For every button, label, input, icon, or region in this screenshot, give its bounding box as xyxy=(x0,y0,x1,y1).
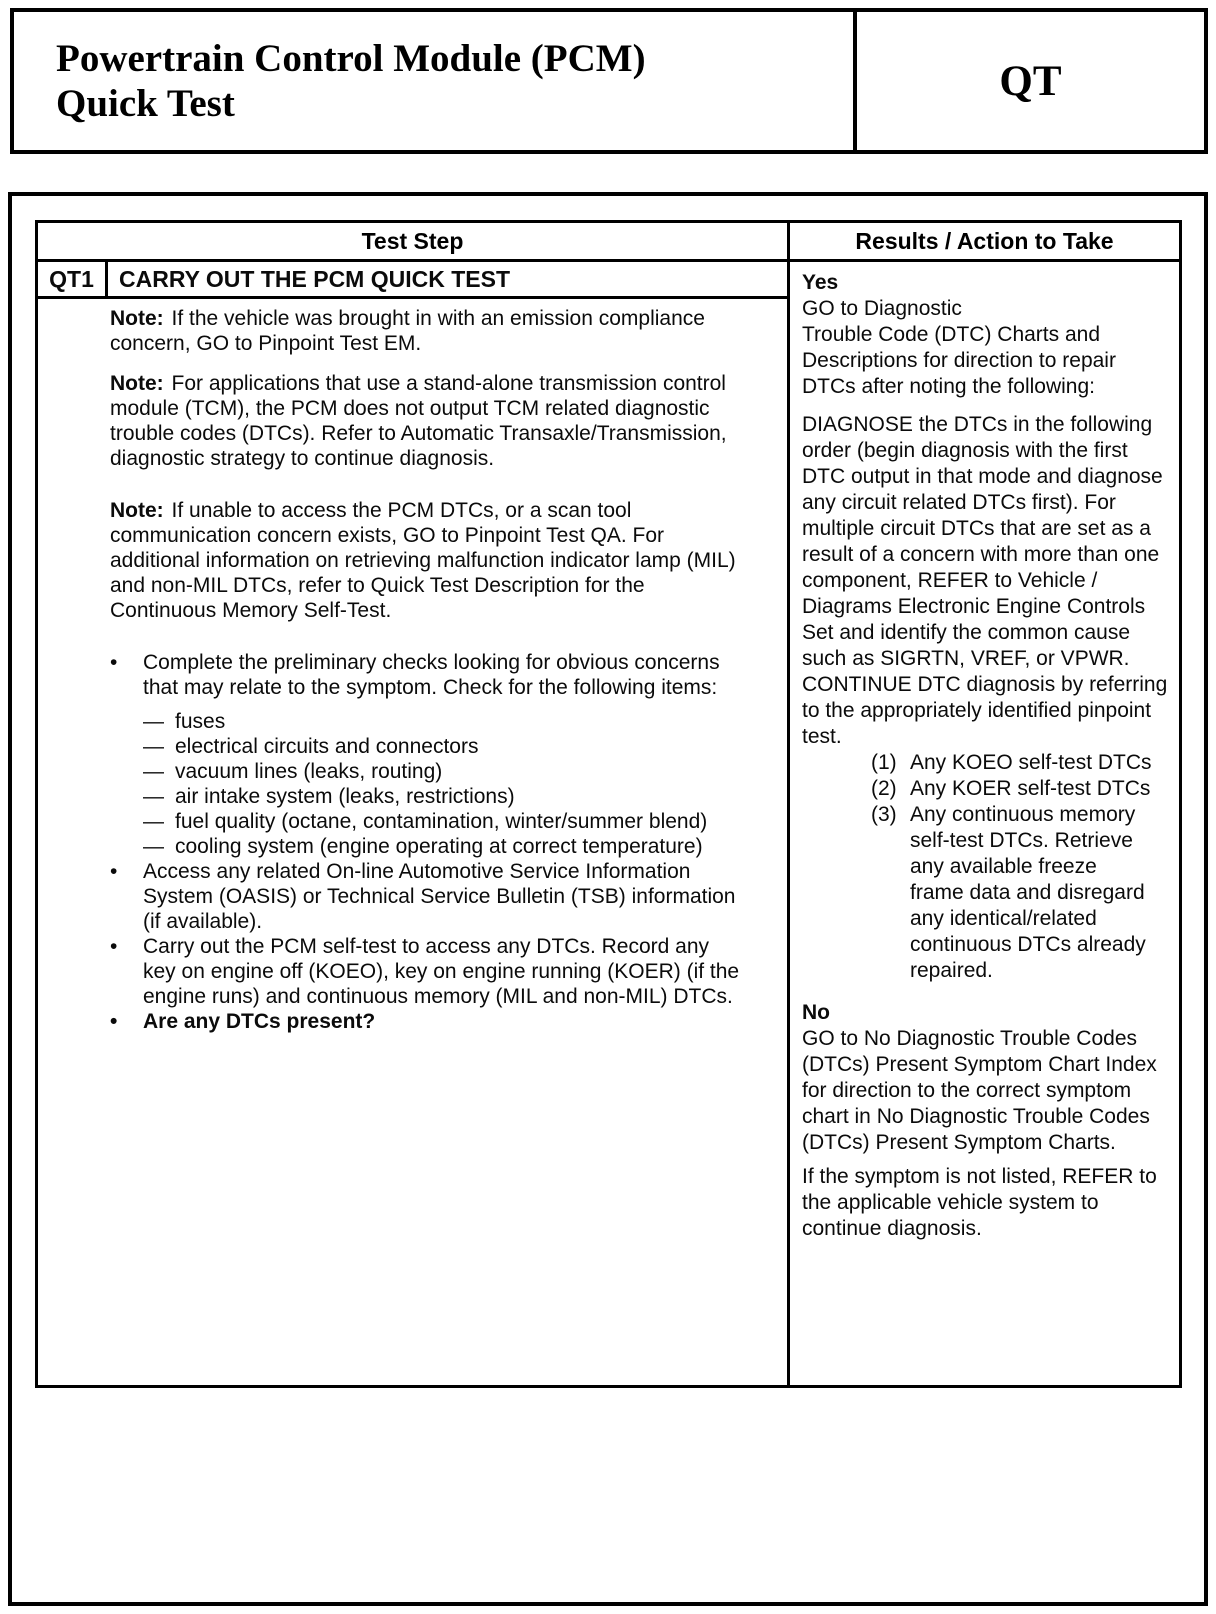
no-paragraph-1: GO to No Diagnostic Trouble Codes (DTCs) Present Symptom Chart Index for direction to the correct symptom chart in No Diagnostic Trouble Codes (DTCs) Present Symptom Charts. xyxy=(802,1027,1157,1154)
dash-icon: — xyxy=(143,835,164,858)
bullet-icon: • xyxy=(110,1010,118,1033)
note-label: Note: xyxy=(110,372,164,395)
check-item xyxy=(143,834,747,859)
bullet-text: Complete the preliminary checks looking for obvious concerns that may relate to the symptom. Check for the following items: xyxy=(143,651,720,699)
note-label: Note: xyxy=(110,307,164,330)
check-item-text: fuses xyxy=(175,710,226,733)
column-header-test-step: Test Step xyxy=(38,223,790,259)
numbered-item xyxy=(871,802,1173,984)
yes-paragraph-2: DIAGNOSE the DTCs in the following order (begin diagnosis with the first DTC output in that mode and diagnose any circuit related DTCs first). For multiple circuit DTCs that are set as a result of a concern with more than one component, REFER to Vehicle / Diagrams Electronic Engine Controls Set and identify the common cause such as SIGRTN, VREF, or VPWR. CONTINUE DTC diagnosis by referring to the appropriately identified pinpoint test. xyxy=(802,413,1168,748)
bullet-item-preliminary xyxy=(110,650,747,700)
step-title-row xyxy=(38,262,787,299)
check-item-text: electrical circuits and connectors xyxy=(175,735,479,758)
bullet-item-question xyxy=(110,1009,747,1034)
note-text: For applications that use a stand-alone transmission control module (TCM), the PCM does not output TCM related diagnostic trouble codes (DTCs). Refer to Automatic Transaxle/Transmission, diagnostic strategy to continue diagnosis. xyxy=(110,372,727,470)
dash-icon: — xyxy=(143,810,164,833)
check-item xyxy=(143,784,747,809)
dash-icon: — xyxy=(143,735,164,758)
note-text: If unable to access the PCM DTCs, or a scan tool communication concern exists, GO to Pinpoint Test QA. For additional information on retrieving malfunction indicator lamp (MIL) and non-MIL DTCs, refer to Quick Test Description for the Continuous Memory Self-Test. xyxy=(110,499,736,622)
note-scan-tool xyxy=(110,498,747,623)
check-item-text: fuel quality (octane, contamination, winter/summer blend) xyxy=(175,810,708,833)
header-code-cell xyxy=(853,12,1204,150)
bullet-text: Access any related On-line Automotive Service Information System (OASIS) or Technical Service Bulletin (TSB) information (if available). xyxy=(143,860,736,933)
step-instructions xyxy=(38,299,787,1385)
dash-icon: — xyxy=(143,710,164,733)
note-text: If the vehicle was brought in with an emission compliance concern, GO to Pinpoint Test EM. xyxy=(110,307,705,355)
check-item xyxy=(143,734,747,759)
check-item-text: air intake system (leaks, restrictions) xyxy=(175,785,515,808)
check-item xyxy=(143,759,747,784)
no-paragraph-2: If the symptom is not listed, REFER to the applicable vehicle system to continue diagnosis. xyxy=(802,1165,1157,1240)
page-title-line2: Quick Test xyxy=(56,82,235,125)
step-id: QT1 xyxy=(38,262,108,296)
number-label: (1) xyxy=(871,751,897,774)
number-label: (3) xyxy=(871,803,897,826)
numbered-item-text: Any continuous memory self-test DTCs. Retrieve any available freeze frame data and disregard any identical/related continuous DTCs already repaired. xyxy=(910,803,1146,982)
results-column xyxy=(790,262,1179,1385)
page-title xyxy=(56,36,853,126)
note-emission xyxy=(110,306,747,356)
bullet-item-self-test xyxy=(110,934,747,1009)
no-label: No xyxy=(802,1001,830,1024)
check-item xyxy=(143,709,747,734)
test-step-column xyxy=(38,262,790,1385)
number-label: (2) xyxy=(871,777,897,800)
table-header-row xyxy=(38,223,1179,262)
bullet-text: Carry out the PCM self-test to access any DTCs. Record any key on engine off (KOEO), key on engine running (KOER) (if the engine runs) and continuous memory (MIL and non-MIL) DTCs. xyxy=(143,935,740,1008)
yes-label: Yes xyxy=(802,271,839,294)
yes-paragraph-1: Trouble Code (DTC) Charts and Descriptions for direction to repair DTCs after noting the following: xyxy=(802,323,1116,398)
dash-icon: — xyxy=(143,760,164,783)
page-title-line1: Powertrain Control Module (PCM) xyxy=(56,37,646,80)
check-item xyxy=(143,809,747,834)
check-item-text: cooling system (engine operating at correct temperature) xyxy=(175,835,703,858)
note-tcm xyxy=(110,371,747,471)
check-item-text: vacuum lines (leaks, routing) xyxy=(175,760,443,783)
quick-test-table xyxy=(35,220,1182,1388)
note-label: Note: xyxy=(110,499,164,522)
header-title-cell xyxy=(14,12,853,150)
bullet-icon: • xyxy=(110,651,118,674)
numbered-item xyxy=(871,776,1173,802)
section-code: QT xyxy=(999,57,1062,105)
bullet-icon: • xyxy=(110,935,118,958)
numbered-item xyxy=(871,750,1173,776)
bullet-icon: • xyxy=(110,860,118,883)
numbered-item-text: Any KOER self-test DTCs xyxy=(910,777,1151,800)
step-title: CARRY OUT THE PCM QUICK TEST xyxy=(119,266,511,292)
bullet-question-text: Are any DTCs present? xyxy=(143,1010,376,1033)
yes-intro: GO to Diagnostic xyxy=(802,297,962,320)
numbered-item-text: Any KOEO self-test DTCs xyxy=(910,751,1152,774)
bullet-item-oasis xyxy=(110,859,747,934)
dash-icon: — xyxy=(143,785,164,808)
column-header-results: Results / Action to Take xyxy=(855,228,1114,254)
document-header xyxy=(10,8,1208,154)
table-body xyxy=(38,262,1179,1385)
